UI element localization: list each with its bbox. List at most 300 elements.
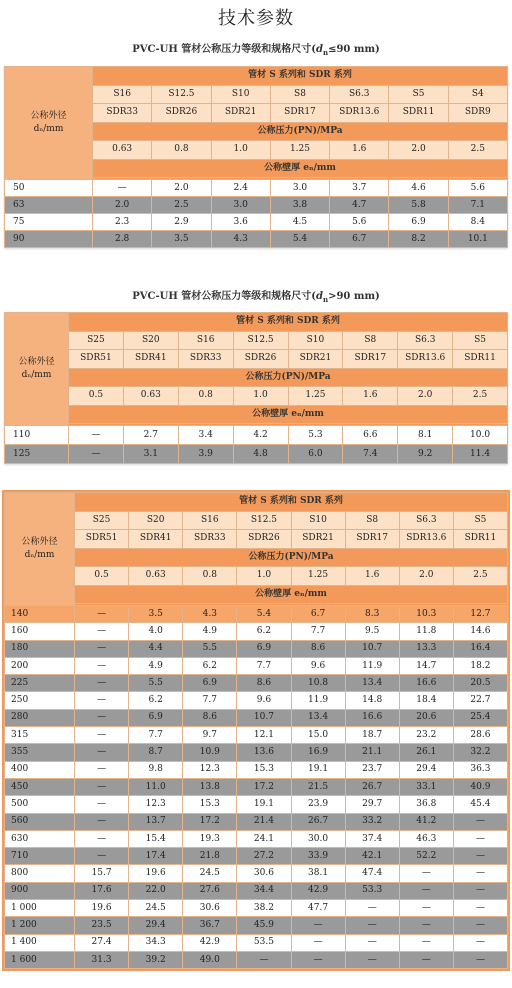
diameter-header-label: 公称外径 [18, 357, 55, 367]
wall-thickness-cell: 2.5 [152, 197, 211, 214]
table-row [5, 214, 508, 231]
wall-thickness-cell: 21.8 [183, 848, 237, 865]
wall-thickness-cell: 33.1 [399, 778, 453, 795]
table-row [5, 445, 508, 464]
diameter-cell: 280 [5, 709, 75, 726]
table-row [5, 623, 508, 640]
wall-thickness-cell: 24.5 [129, 900, 183, 917]
wall-thickness-cell: 42.9 [291, 882, 345, 899]
sdr-series-cell: SDR13.6 [330, 104, 389, 123]
pn-value-cell: 0.63 [129, 567, 183, 586]
s-series-cell: S10 [288, 331, 343, 350]
sdr-series-cell: SDR17 [343, 350, 398, 369]
table3-frame [4, 492, 508, 969]
wall-thickness-cell: 17.2 [237, 778, 291, 795]
wall-thickness-cell: 17.4 [129, 848, 183, 865]
wall-thickness-cell: 12.3 [129, 796, 183, 813]
table2-frame [4, 312, 508, 464]
pn-value-cell: 1.25 [288, 387, 343, 406]
wall-thickness-cell: 23.5 [75, 917, 129, 934]
s-series-cell: S8 [270, 85, 329, 104]
wall-thickness-cell: 9.6 [237, 692, 291, 709]
wall-thickness-cell: 23.7 [345, 761, 399, 778]
wall-thickness-cell: 14.8 [345, 692, 399, 709]
wall-thickness-cell: 5.8 [389, 197, 448, 214]
diameter-cell: 63 [5, 197, 93, 214]
sdr-series-cell: SDR13.6 [398, 350, 453, 369]
pn-value-cell: 2.5 [453, 567, 507, 586]
pn-value-cell: 0.8 [183, 567, 237, 586]
wall-thickness-cell: 7.7 [129, 727, 183, 744]
wall-thickness-cell: 5.6 [330, 214, 389, 231]
spec-table-3 [4, 492, 508, 969]
wall-thickness-cell: 53.3 [345, 882, 399, 899]
wall-thickness-cell: 6.7 [330, 231, 389, 248]
wall-thickness-cell: 46.3 [399, 830, 453, 847]
wall-thickness-cell: 8.4 [448, 214, 507, 231]
wall-thickness-cell: — [453, 830, 507, 847]
s-series-cell: S10 [211, 85, 270, 104]
wall-thickness-cell: 4.9 [183, 623, 237, 640]
s-series-cell: S16 [178, 331, 233, 350]
wall-thickness-cell: 2.8 [93, 231, 152, 248]
wall-thickness-cell: — [291, 951, 345, 968]
wall-thickness-cell: 20.5 [453, 675, 507, 692]
sdr-series-cell: SDR51 [69, 350, 124, 369]
wall-thickness-cell: 4.4 [129, 640, 183, 657]
wall-thickness-cell: 31.3 [75, 951, 129, 968]
wall-thickness-cell: — [75, 640, 129, 657]
wall-thickness-cell: 4.7 [330, 197, 389, 214]
sdr-series-cell: SDR9 [448, 104, 507, 123]
wall-thickness-cell: — [453, 865, 507, 882]
diameter-cell: 110 [5, 426, 69, 445]
pn-value-cell: 2.5 [448, 141, 507, 160]
wall-thickness-cell: 6.9 [183, 675, 237, 692]
wall-thickness-cell: 6.9 [237, 640, 291, 657]
spec-table-2 [4, 312, 508, 464]
sdr-series-cell: SDR21 [211, 104, 270, 123]
diameter-cell: 180 [5, 640, 75, 657]
wall-thickness-cell: 4.0 [129, 623, 183, 640]
wall-thickness-cell: 41.2 [399, 813, 453, 830]
wall-thickness-cell: — [399, 882, 453, 899]
pn-value-cell: 2.0 [399, 567, 453, 586]
wall-thickness-cell: 2.0 [93, 197, 152, 214]
wall-thickness-cell: 9.2 [398, 445, 453, 464]
sdr-series-cell: SDR41 [123, 350, 178, 369]
spec-table-1 [4, 66, 508, 248]
wall-thickness-cell: 36.8 [399, 796, 453, 813]
wall-thickness-cell: 7.1 [448, 197, 507, 214]
diameter-cell: 140 [5, 606, 75, 623]
wall-thickness-cell: — [93, 180, 152, 197]
wall-thickness-cell: 13.7 [129, 813, 183, 830]
wall-thickness-cell: 5.6 [448, 180, 507, 197]
diameter-cell: 900 [5, 882, 75, 899]
wall-thickness-cell: 2.0 [152, 180, 211, 197]
wall-thickness-cell: 20.6 [399, 709, 453, 726]
wall-thickness-cell: 17.2 [183, 813, 237, 830]
wall-thickness-cell: 13.8 [183, 778, 237, 795]
sdr-series-cell: SDR26 [237, 530, 291, 549]
wall-thickness-cell: 33.9 [291, 848, 345, 865]
wall-thickness-cell: — [399, 951, 453, 968]
pn-value-cell: 0.63 [123, 387, 178, 406]
sdr-series-cell: SDR33 [183, 530, 237, 549]
wall-thickness-cell: 11.8 [399, 623, 453, 640]
sdr-series-cell: SDR21 [288, 350, 343, 369]
pn-value-cell: 1.0 [233, 387, 288, 406]
wall-thickness-cell: 6.2 [183, 657, 237, 674]
wall-thickness-cell: — [75, 796, 129, 813]
wall-thickness-cell: 13.4 [291, 709, 345, 726]
wall-thickness-cell: — [291, 934, 345, 951]
wall-thickness-cell: 5.5 [129, 675, 183, 692]
wall-thickness-cell: 8.1 [398, 426, 453, 445]
table1-caption-var: d [316, 44, 323, 55]
wall-thickness-cell: 23.2 [399, 727, 453, 744]
wall-thickness-cell: 6.2 [237, 623, 291, 640]
diameter-cell: 1 600 [5, 951, 75, 968]
table2-caption-suffix: >90 mm) [328, 291, 380, 302]
wall-thickness-cell: — [453, 813, 507, 830]
diameter-cell: 400 [5, 761, 75, 778]
wall-thickness-cell: 2.3 [93, 214, 152, 231]
wall-thickness-cell: 26.7 [291, 813, 345, 830]
table-row [5, 692, 508, 709]
wall-thickness-cell: 5.4 [237, 606, 291, 623]
diameter-cell: 315 [5, 727, 75, 744]
wall-thickness-cell: 6.6 [343, 426, 398, 445]
wall-thickness-cell: — [75, 744, 129, 761]
wall-thickness-cell: 11.0 [129, 778, 183, 795]
wall-thickness-cell: 9.5 [345, 623, 399, 640]
wall-thickness-cell: 6.7 [291, 606, 345, 623]
wall-thickness-cell: 4.6 [389, 180, 448, 197]
wall-thickness-cell: 3.8 [270, 197, 329, 214]
sdr-series-cell: SDR17 [345, 530, 399, 549]
table1-caption [0, 40, 512, 57]
wall-thickness-cell: 22.0 [129, 882, 183, 899]
diameter-cell: 200 [5, 657, 75, 674]
wall-thickness-cell: 3.5 [152, 231, 211, 248]
table-row [5, 934, 508, 951]
diameter-cell: 630 [5, 830, 75, 847]
series-band: 管材 S 系列和 SDR 系列 [75, 493, 508, 512]
wall-thickness-cell: 3.0 [270, 180, 329, 197]
wall-thickness-cell: 10.1 [448, 231, 507, 248]
wall-thickness-cell: — [453, 917, 507, 934]
s-series-cell: S12.5 [237, 511, 291, 530]
wall-thickness-cell: 42.9 [183, 934, 237, 951]
table2-caption-prefix: PVC-UH 管材公称压力等级和规格尺寸( [132, 291, 316, 302]
diameter-cell: 500 [5, 796, 75, 813]
diameter-cell: 50 [5, 180, 93, 197]
wall-thickness-cell: 15.3 [183, 796, 237, 813]
wall-thickness-cell: 32.2 [453, 744, 507, 761]
table-row [5, 796, 508, 813]
wall-thickness-cell: 13.6 [237, 744, 291, 761]
s-series-cell: S6.3 [399, 511, 453, 530]
wall-thickness-cell: — [75, 606, 129, 623]
wall-thickness-cell: — [75, 657, 129, 674]
wall-thickness-cell: 9.8 [129, 761, 183, 778]
wall-band: 公称壁厚 eₙ/mm [75, 585, 508, 604]
wall-thickness-cell: 11.9 [291, 692, 345, 709]
wall-thickness-cell: 23.9 [291, 796, 345, 813]
table2-caption [0, 287, 512, 304]
diameter-cell: 560 [5, 813, 75, 830]
wall-thickness-cell: — [75, 761, 129, 778]
diameter-header-unit: dₙ/mm [33, 124, 64, 134]
table-row [5, 951, 508, 968]
diameter-header [5, 313, 69, 426]
wall-thickness-cell: 30.6 [183, 900, 237, 917]
s-series-cell: S10 [291, 511, 345, 530]
s-series-cell: S12.5 [152, 85, 211, 104]
wall-thickness-cell: 4.3 [211, 231, 270, 248]
wall-thickness-cell: 5.4 [270, 231, 329, 248]
sdr-series-cell: SDR26 [233, 350, 288, 369]
sdr-series-cell: SDR51 [75, 530, 129, 549]
pn-value-cell: 1.6 [345, 567, 399, 586]
wall-thickness-cell: 39.2 [129, 951, 183, 968]
wall-thickness-cell: 21.4 [237, 813, 291, 830]
wall-thickness-cell: 4.8 [233, 445, 288, 464]
wall-thickness-cell: — [291, 917, 345, 934]
pn-value-cell: 2.5 [453, 387, 508, 406]
wall-thickness-cell: 6.2 [129, 692, 183, 709]
table-row [5, 640, 508, 657]
pn-band: 公称压力(PN)/MPa [69, 368, 508, 387]
wall-thickness-cell: 14.7 [399, 657, 453, 674]
s-series-cell: S5 [453, 511, 507, 530]
diameter-cell: 160 [5, 623, 75, 640]
wall-thickness-cell: 2.4 [211, 180, 270, 197]
wall-thickness-cell: — [453, 848, 507, 865]
wall-thickness-cell: 37.4 [345, 830, 399, 847]
wall-thickness-cell: — [75, 675, 129, 692]
s-series-cell: S25 [69, 331, 124, 350]
wall-thickness-cell: 29.4 [129, 917, 183, 934]
diameter-cell: 1 200 [5, 917, 75, 934]
wall-thickness-cell: 6.0 [288, 445, 343, 464]
wall-thickness-cell: 6.9 [129, 709, 183, 726]
pn-value-cell: 1.0 [237, 567, 291, 586]
wall-thickness-cell: 7.7 [291, 623, 345, 640]
table2-caption-sub: n [323, 295, 329, 304]
wall-thickness-cell: 17.6 [75, 882, 129, 899]
wall-thickness-cell: 30.0 [291, 830, 345, 847]
wall-thickness-cell: 8.6 [183, 709, 237, 726]
wall-thickness-cell: 38.1 [291, 865, 345, 882]
table1-caption-suffix: ≤90 mm) [328, 44, 380, 55]
table-row [5, 606, 508, 623]
wall-thickness-cell: — [345, 917, 399, 934]
wall-thickness-cell: 21.1 [345, 744, 399, 761]
wall-thickness-cell: — [399, 865, 453, 882]
table-row [5, 813, 508, 830]
wall-thickness-cell: 15.7 [75, 865, 129, 882]
wall-thickness-cell: — [345, 951, 399, 968]
table-row [5, 657, 508, 674]
wall-thickness-cell: 10.7 [345, 640, 399, 657]
s-series-cell: S5 [453, 331, 508, 350]
pn-value-cell: 0.8 [152, 141, 211, 160]
wall-thickness-cell: 4.2 [233, 426, 288, 445]
wall-thickness-cell: 9.6 [291, 657, 345, 674]
pn-band: 公称压力(PN)/MPa [75, 548, 508, 567]
wall-thickness-cell: — [69, 445, 124, 464]
pn-value-cell: 0.63 [93, 141, 152, 160]
wall-thickness-cell: — [453, 882, 507, 899]
sdr-series-cell: SDR11 [453, 350, 508, 369]
table-row [5, 778, 508, 795]
pn-value-cell: 2.0 [398, 387, 453, 406]
wall-thickness-cell: 2.7 [123, 426, 178, 445]
sdr-series-cell: SDR11 [389, 104, 448, 123]
wall-thickness-cell: — [399, 900, 453, 917]
wall-thickness-cell: 27.2 [237, 848, 291, 865]
wall-thickness-cell: 15.0 [291, 727, 345, 744]
s-series-cell: S6.3 [398, 331, 453, 350]
table-row [5, 917, 508, 934]
wall-thickness-cell: 3.9 [178, 445, 233, 464]
wall-thickness-cell: 3.6 [211, 214, 270, 231]
series-band: 管材 S 系列和 SDR 系列 [93, 67, 508, 86]
table2-caption-var: d [316, 291, 323, 302]
wall-thickness-cell: — [75, 623, 129, 640]
wall-thickness-cell: 40.9 [453, 778, 507, 795]
wall-thickness-cell: 15.4 [129, 830, 183, 847]
table-row [5, 231, 508, 248]
table-row [5, 727, 508, 744]
diameter-cell: 1 000 [5, 900, 75, 917]
wall-thickness-cell: — [237, 951, 291, 968]
wall-thickness-cell: 28.6 [453, 727, 507, 744]
wall-thickness-cell: 15.3 [237, 761, 291, 778]
wall-thickness-cell: 21.5 [291, 778, 345, 795]
wall-thickness-cell: 19.6 [129, 865, 183, 882]
pn-value-cell: 1.25 [291, 567, 345, 586]
wall-thickness-cell: 19.3 [183, 830, 237, 847]
s-series-cell: S16 [183, 511, 237, 530]
wall-thickness-cell: 3.5 [129, 606, 183, 623]
wall-thickness-cell: 19.6 [75, 900, 129, 917]
wall-band: 公称壁厚 eₙ/mm [69, 405, 508, 424]
wall-thickness-cell: 8.6 [291, 640, 345, 657]
wall-thickness-cell: 18.7 [345, 727, 399, 744]
sdr-series-cell: SDR13.6 [399, 530, 453, 549]
wall-thickness-cell: 49.0 [183, 951, 237, 968]
diameter-cell: 1 400 [5, 934, 75, 951]
sdr-series-cell: SDR26 [152, 104, 211, 123]
wall-thickness-cell: — [399, 917, 453, 934]
wall-thickness-cell: 10.0 [453, 426, 508, 445]
wall-thickness-cell: 7.7 [237, 657, 291, 674]
table-row [5, 197, 508, 214]
wall-thickness-cell: 12.3 [183, 761, 237, 778]
wall-thickness-cell: — [345, 900, 399, 917]
s-series-cell: S25 [75, 511, 129, 530]
wall-thickness-cell: 10.8 [291, 675, 345, 692]
wall-thickness-cell: 33.2 [345, 813, 399, 830]
wall-thickness-cell: 6.9 [389, 214, 448, 231]
table1 [4, 66, 508, 248]
wall-thickness-cell: 29.7 [345, 796, 399, 813]
wall-thickness-cell: 30.6 [237, 865, 291, 882]
wall-thickness-cell: 36.3 [453, 761, 507, 778]
diameter-header-unit: dₙ/mm [21, 370, 52, 380]
diameter-header [5, 493, 75, 606]
diameter-cell: 75 [5, 214, 93, 231]
s-series-cell: S8 [343, 331, 398, 350]
sdr-series-cell: SDR21 [291, 530, 345, 549]
table3 [4, 492, 508, 969]
wall-thickness-cell: 5.5 [183, 640, 237, 657]
sdr-series-cell: SDR33 [93, 104, 152, 123]
wall-thickness-cell: 12.1 [237, 727, 291, 744]
diameter-cell: 710 [5, 848, 75, 865]
sdr-series-cell: SDR11 [453, 530, 507, 549]
table-row [5, 900, 508, 917]
wall-thickness-cell: 4.5 [270, 214, 329, 231]
wall-thickness-cell: — [399, 934, 453, 951]
table-row [5, 744, 508, 761]
wall-thickness-cell: 29.4 [399, 761, 453, 778]
wall-thickness-cell: 42.1 [345, 848, 399, 865]
table-row [5, 882, 508, 899]
wall-thickness-cell: 34.3 [129, 934, 183, 951]
wall-thickness-cell: — [453, 900, 507, 917]
s-series-cell: S4 [448, 85, 507, 104]
wall-thickness-cell: 16.9 [291, 744, 345, 761]
wall-thickness-cell: 24.5 [183, 865, 237, 882]
pn-value-cell: 1.6 [343, 387, 398, 406]
wall-thickness-cell: 19.1 [237, 796, 291, 813]
wall-thickness-cell: 11.4 [453, 445, 508, 464]
wall-thickness-cell: 10.3 [399, 606, 453, 623]
s-series-cell: S8 [345, 511, 399, 530]
wall-thickness-cell: — [345, 934, 399, 951]
table-row [5, 865, 508, 882]
diameter-header-label: 公称外径 [30, 111, 67, 121]
sdr-series-cell: SDR33 [178, 350, 233, 369]
wall-thickness-cell: 18.4 [399, 692, 453, 709]
diameter-cell: 800 [5, 865, 75, 882]
wall-thickness-cell: 26.7 [345, 778, 399, 795]
wall-thickness-cell: 13.3 [399, 640, 453, 657]
table-row [5, 830, 508, 847]
wall-thickness-cell: 19.1 [291, 761, 345, 778]
wall-thickness-cell: 24.1 [237, 830, 291, 847]
table-row [5, 848, 508, 865]
wall-thickness-cell: 5.3 [288, 426, 343, 445]
pn-value-cell: 2.0 [389, 141, 448, 160]
table2 [4, 312, 508, 464]
page-title: 技术参数 [218, 8, 294, 29]
diameter-header-label: 公称外径 [21, 537, 58, 547]
pn-value-cell: 0.5 [69, 387, 124, 406]
table-row [5, 761, 508, 778]
wall-thickness-cell: — [75, 692, 129, 709]
wall-thickness-cell: 4.3 [183, 606, 237, 623]
wall-thickness-cell: 7.4 [343, 445, 398, 464]
wall-thickness-cell: 22.7 [453, 692, 507, 709]
wall-thickness-cell: 8.7 [129, 744, 183, 761]
series-band: 管材 S 系列和 SDR 系列 [69, 313, 508, 332]
